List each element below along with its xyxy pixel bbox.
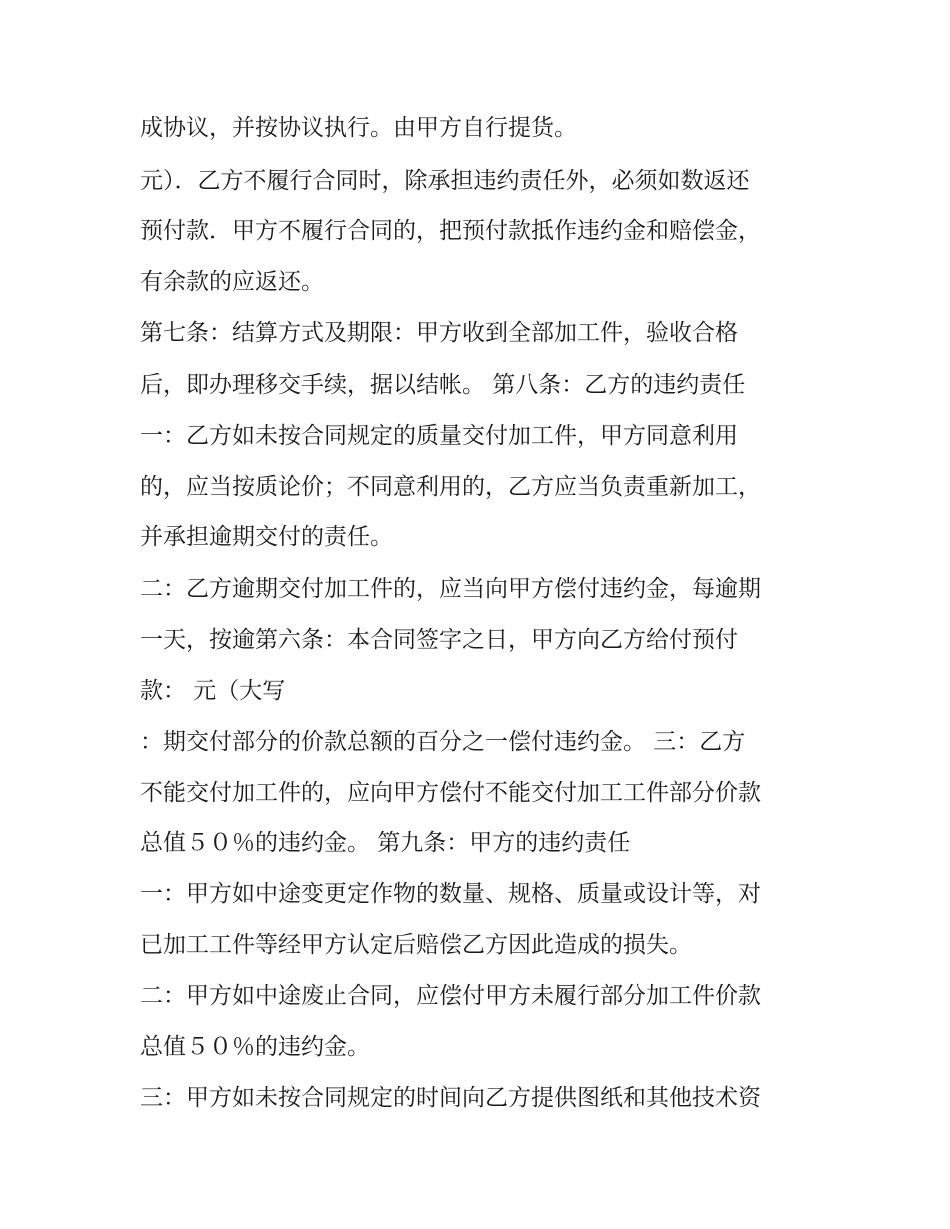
text-line: 款： 元（大写 [140, 678, 286, 704]
text-line: 的，应当按质论价；不同意利用的，乙方应当负责重新加工， [140, 474, 761, 500]
text-line: 预付款．甲方不履行合同的，把预付款抵作违约金和赔偿金， [140, 218, 761, 244]
text-line: 三：甲方如未按合同规定的时间向乙方提供图纸和其他技术资 [140, 1085, 761, 1111]
text-line: 一天，按逾第六条：本合同签字之日，甲方向乙方给付预付 [140, 627, 738, 653]
text-line: 成协议，并按协议执行。由甲方自行提货。 [140, 115, 577, 141]
text-line: 已加工工件等经甲方认定后赔偿乙方因此造成的损失。 [140, 932, 692, 958]
text-line: 后，即办理移交手续，据以结帐。 第八条：乙方的违约责任 [140, 372, 746, 398]
text-line: 元）．乙方不履行合同时，除承担违约责任外，必须如数返还 [140, 168, 750, 194]
text-line: 并承担逾期交付的责任。 [140, 524, 393, 550]
text-line: 不能交付加工件的，应向甲方偿付不能交付加工工件部分价款 [140, 780, 761, 806]
text-line: 有余款的应返还。 [140, 269, 324, 295]
text-line: 总值５０％的违约金。 [140, 1034, 370, 1060]
text-line: 一：乙方如未按合同规定的质量交付加工件，甲方同意利用 [140, 423, 738, 449]
text-line: 第七条：结算方式及期限：甲方收到全部加工件，验收合格 [140, 320, 738, 346]
text-line: 一：甲方如中途变更定作物的数量、规格、质量或设计等，对 [140, 881, 761, 907]
text-line: 二：乙方逾期交付加工件的，应当向甲方偿付违约金，每逾期 [140, 576, 761, 602]
text-line: 总值５０％的违约金。 第九条：甲方的违约责任 [140, 830, 631, 856]
text-line: ：期交付部分的价款总额的百分之一偿付违约金。 三：乙方 [140, 729, 746, 755]
text-line: 二：甲方如中途废止合同，应偿付甲方未履行部分加工件价款 [140, 983, 761, 1009]
